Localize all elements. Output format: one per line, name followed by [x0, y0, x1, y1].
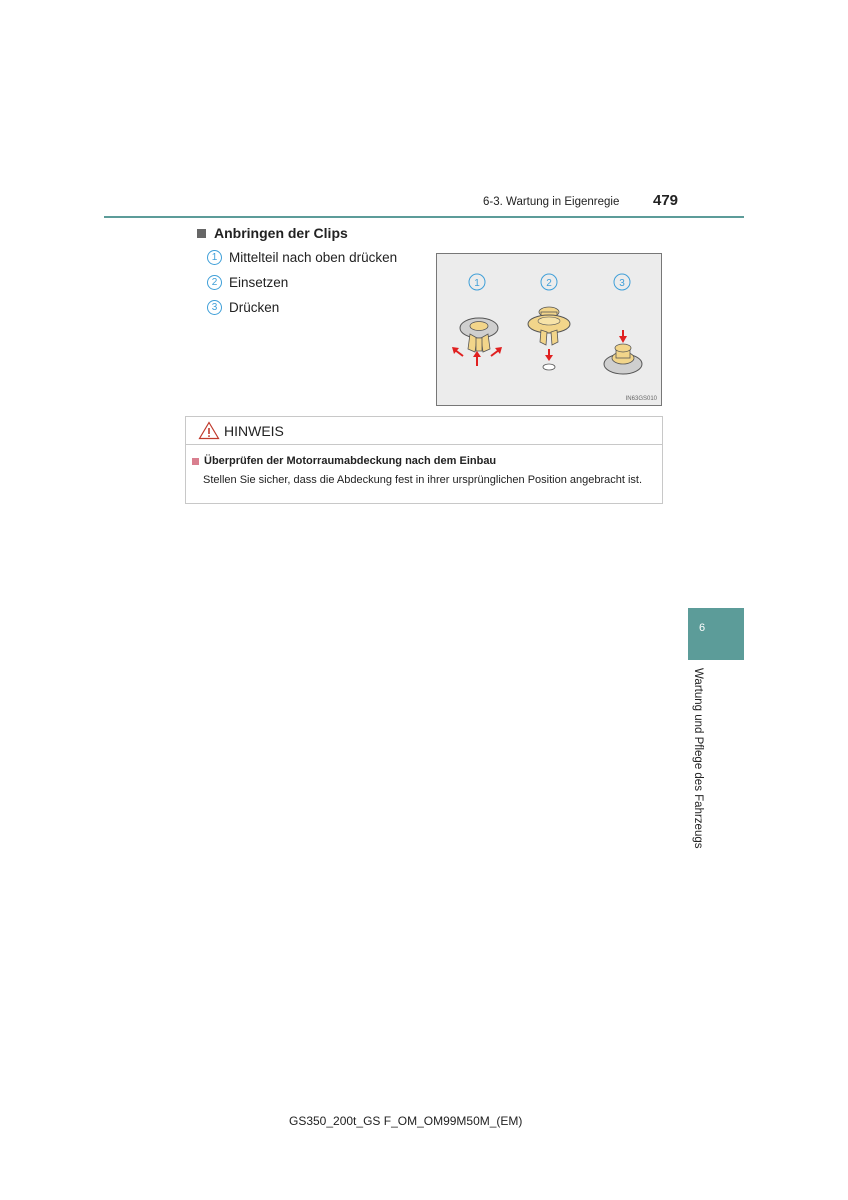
notice-header [186, 417, 662, 445]
step-item-2 [207, 275, 288, 290]
svg-text:3: 3 [619, 278, 625, 289]
section-heading [197, 225, 348, 241]
header-section-title: 6-3. Wartung in Eigenregie [483, 196, 620, 208]
section-heading-text: Anbringen der Clips [214, 225, 348, 241]
figure-step-label-1 [469, 274, 485, 290]
step-label-2: Einsetzen [229, 275, 289, 290]
notice-text: Stellen Sie sicher, dass die Abdeckung fest in ihrer ursprünglichen Position angebracht ist. [203, 474, 643, 486]
figure-code: IN63GS010 [625, 396, 657, 402]
step-number-2: 2 [207, 275, 222, 290]
clip-step-2-icon [528, 307, 570, 370]
notice-subheading [192, 455, 496, 467]
page-number: 479 [653, 192, 679, 209]
chapter-tab [688, 608, 744, 660]
notice-title: HINWEIS [224, 422, 284, 439]
step-label-1: Mittelteil nach oben drücken [229, 250, 398, 265]
figure-step-label-2 [541, 274, 557, 290]
notice-subheading-text: Überprüfen der Motorraumabdeckung nach dem Einbau [204, 455, 497, 467]
pink-square-bullet-icon [192, 458, 199, 465]
notice-box [185, 416, 663, 504]
clip-step-3-icon [604, 330, 642, 374]
chapter-number: 6 [699, 622, 706, 634]
header-rule [104, 216, 744, 218]
footer-document-code: GS350_200t_GS F_OM_OM99M50M_(EM) [289, 1114, 523, 1128]
chapter-title: Wartung und Pflege des Fahrzeugs [692, 668, 704, 849]
warning-triangle-icon [198, 421, 220, 440]
step-item-1 [207, 250, 397, 265]
step-label-3: Drücken [229, 300, 280, 315]
step-item-3 [207, 300, 279, 315]
step-number-3: 3 [207, 300, 222, 315]
figure-step-label-3 [614, 274, 630, 290]
svg-text:1: 1 [474, 278, 480, 289]
svg-text:2: 2 [546, 278, 552, 289]
clip-illustration [437, 254, 663, 407]
clip-step-1-icon [452, 318, 502, 366]
step-number-1: 1 [207, 250, 222, 265]
square-bullet-icon [197, 229, 206, 238]
clip-installation-figure [436, 253, 662, 406]
